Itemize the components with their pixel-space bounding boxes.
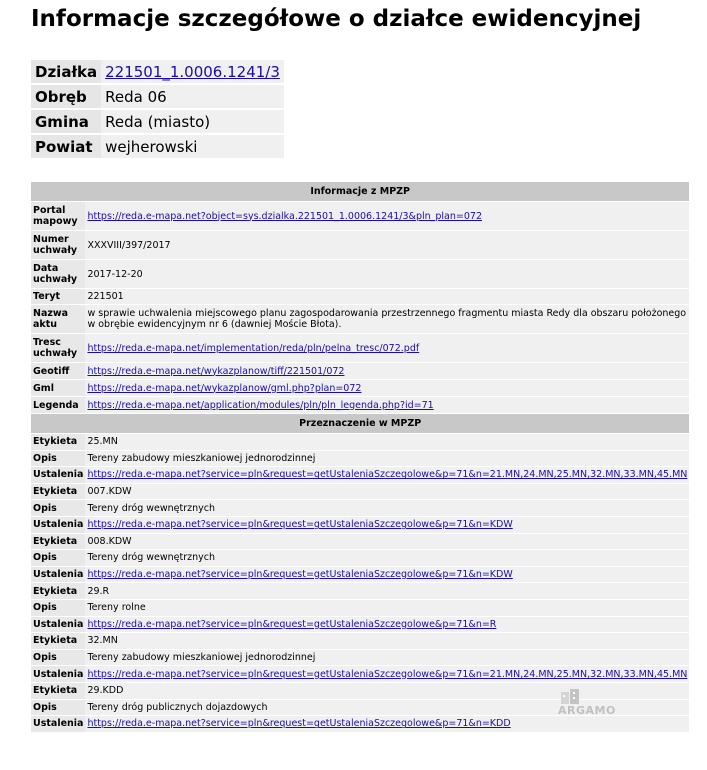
- row-value: 29.R: [85, 583, 689, 600]
- row-key: Opis: [31, 450, 85, 467]
- row-value: [85, 716, 689, 733]
- mpzp-info-header: [31, 182, 689, 202]
- row-key: Teryt: [31, 289, 85, 305]
- mpzp-link[interactable]: https://reda.e-mapa.net/implementation/reda/pln/pelna_tresc/072.pdf: [87, 342, 420, 354]
- mpzp-purpose-header: [31, 414, 689, 434]
- page-title: Informacje szczegółowe o działce ewidencyjnej: [31, 6, 642, 32]
- row-value: 32.MN: [85, 633, 689, 650]
- row-value: [85, 397, 689, 414]
- ustalenia-link[interactable]: https://reda.e-mapa.net?service=pln&request=getUstaleniaSzczegolowe&p=71&n=KDW: [87, 519, 513, 531]
- row-value: [85, 516, 689, 533]
- row-value: Tereny dróg wewnętrznych: [85, 500, 689, 517]
- summary-key: Obręb: [31, 85, 101, 108]
- ustalenia-link[interactable]: https://reda.e-mapa.net?service=pln&request=getUstaleniaSzczegolowe&p=71&n=21.MN,24.MN,25.MN,32.MN,33.MN,45.MN: [87, 668, 688, 680]
- mpzp-link[interactable]: https://reda.e-mapa.net/wykazplanow/tiff/221501/072: [87, 365, 345, 377]
- row-key: Ustalenia: [31, 566, 85, 583]
- parcel-summary-table: [31, 58, 284, 160]
- row-value: [85, 363, 689, 380]
- mpzp-info-row: [31, 289, 689, 305]
- row-value: w sprawie uchwalenia miejscowego planu zagospodarowania przestrzennego fragmentu miasta Redy dla obszaru położonego w obrębie ewidencyjnym nr 6 (dawniej Moście Błota).: [85, 305, 689, 334]
- purpose-row-ustalenia: [31, 616, 689, 633]
- row-value: [85, 566, 689, 583]
- row-value: Tereny rolne: [85, 599, 689, 616]
- summary-value: [101, 60, 284, 83]
- purpose-row-etykieta: [31, 483, 689, 500]
- row-value: XXXVIII/397/2017: [85, 231, 689, 260]
- purpose-row-opis: [31, 550, 689, 567]
- row-key: Opis: [31, 699, 85, 716]
- watermark-text: ARGAMO: [558, 704, 616, 717]
- row-value: [85, 334, 689, 363]
- row-key: Etykieta: [31, 434, 85, 451]
- row-key: Ustalenia: [31, 666, 85, 683]
- row-key: Etykieta: [31, 682, 85, 699]
- row-value: 007.KDW: [85, 483, 689, 500]
- purpose-row-ustalenia: [31, 516, 689, 533]
- row-value: 221501: [85, 289, 689, 305]
- row-key: Opis: [31, 500, 85, 517]
- row-key: Ustalenia: [31, 716, 85, 733]
- purpose-row-etykieta: [31, 434, 689, 451]
- row-key: Etykieta: [31, 583, 85, 600]
- mpzp-info-row: [31, 397, 689, 414]
- row-key: Data uchwały: [31, 260, 85, 289]
- row-key: Gml: [31, 380, 85, 397]
- row-value: 29.KDD: [85, 682, 689, 699]
- row-key: Tresc uchwały: [31, 334, 85, 363]
- row-value: [85, 467, 689, 484]
- row-key: Geotiff: [31, 363, 85, 380]
- summary-row-dzialka: [31, 60, 284, 83]
- section-title: Informacje z MPZP: [31, 182, 689, 202]
- mpzp-info-row: [31, 260, 689, 289]
- row-value: Tereny dróg wewnętrznych: [85, 550, 689, 567]
- mpzp-info-row: [31, 231, 689, 260]
- row-key: Opis: [31, 649, 85, 666]
- row-value: Tereny zabudowy mieszkaniowej jednorodzinnej: [85, 450, 689, 467]
- row-value: [85, 666, 689, 683]
- row-key: Opis: [31, 550, 85, 567]
- summary-value: Reda 06: [101, 85, 284, 108]
- mpzp-info-row: [31, 334, 689, 363]
- mpzp-info-row: [31, 380, 689, 397]
- row-key: Etykieta: [31, 633, 85, 650]
- purpose-row-etykieta: [31, 533, 689, 550]
- row-key: Numer uchwały: [31, 231, 85, 260]
- row-value: 008.KDW: [85, 533, 689, 550]
- purpose-row-ustalenia: [31, 566, 689, 583]
- mpzp-table: [31, 182, 689, 733]
- row-value: 2017-12-20: [85, 260, 689, 289]
- row-key: Opis: [31, 599, 85, 616]
- summary-row-powiat: [31, 135, 284, 158]
- row-key: Portal mapowy: [31, 202, 85, 231]
- purpose-row-opis: [31, 649, 689, 666]
- summary-value: Reda (miasto): [101, 110, 284, 133]
- section-title: Przeznaczenie w MPZP: [31, 414, 689, 434]
- mpzp-link[interactable]: https://reda.e-mapa.net?object=sys.dzialka.221501_1.0006.1241/3&pln_plan=072: [87, 210, 482, 222]
- row-key: Legenda: [31, 397, 85, 414]
- purpose-row-ustalenia: [31, 666, 689, 683]
- purpose-row-ustalenia: [31, 716, 689, 733]
- row-key: Nazwa aktu: [31, 305, 85, 334]
- argamo-watermark: [558, 688, 628, 717]
- row-value: Tereny dróg publicznych dojazdowych: [85, 699, 689, 716]
- purpose-row-opis: [31, 599, 689, 616]
- summary-row-obreb: [31, 85, 284, 108]
- row-key: Ustalenia: [31, 616, 85, 633]
- ustalenia-link[interactable]: https://reda.e-mapa.net?service=pln&request=getUstaleniaSzczegolowe&p=71&n=KDW: [87, 569, 513, 581]
- summary-value: wejherowski: [101, 135, 284, 158]
- purpose-row-etykieta: [31, 633, 689, 650]
- ustalenia-link[interactable]: https://reda.e-mapa.net?service=pln&request=getUstaleniaSzczegolowe&p=71&n=KDD: [87, 718, 511, 730]
- row-value: [85, 202, 689, 231]
- parcel-id-link[interactable]: 221501_1.0006.1241/3: [105, 62, 280, 81]
- purpose-row-etykieta: [31, 583, 689, 600]
- mpzp-info-row: [31, 305, 689, 334]
- row-value: [85, 616, 689, 633]
- row-value: [85, 380, 689, 397]
- mpzp-link[interactable]: https://reda.e-mapa.net/wykazplanow/gml.php?plan=072: [87, 382, 362, 394]
- row-key: Etykieta: [31, 483, 85, 500]
- summary-key: Gmina: [31, 110, 101, 133]
- mpzp-info-row: [31, 363, 689, 380]
- summary-key: Działka: [31, 60, 101, 83]
- mpzp-link[interactable]: https://reda.e-mapa.net/application/modules/pln/pln_legenda.php?id=71: [87, 399, 434, 411]
- row-value: 25.MN: [85, 434, 689, 451]
- ustalenia-link[interactable]: https://reda.e-mapa.net?service=pln&request=getUstaleniaSzczegolowe&p=71&n=21.MN,24.MN,25.MN,32.MN,33.MN,45.MN: [87, 469, 688, 481]
- purpose-row-opis: [31, 500, 689, 517]
- purpose-row-opis: [31, 450, 689, 467]
- building-logo-icon: [560, 688, 582, 704]
- purpose-row-ustalenia: [31, 467, 689, 484]
- mpzp-info-row: [31, 202, 689, 231]
- summary-row-gmina: [31, 110, 284, 133]
- row-key: Ustalenia: [31, 516, 85, 533]
- summary-key: Powiat: [31, 135, 101, 158]
- row-key: Ustalenia: [31, 467, 85, 484]
- ustalenia-link[interactable]: https://reda.e-mapa.net?service=pln&request=getUstaleniaSzczegolowe&p=71&n=R: [87, 618, 497, 630]
- row-value: Tereny zabudowy mieszkaniowej jednorodzinnej: [85, 649, 689, 666]
- row-key: Etykieta: [31, 533, 85, 550]
